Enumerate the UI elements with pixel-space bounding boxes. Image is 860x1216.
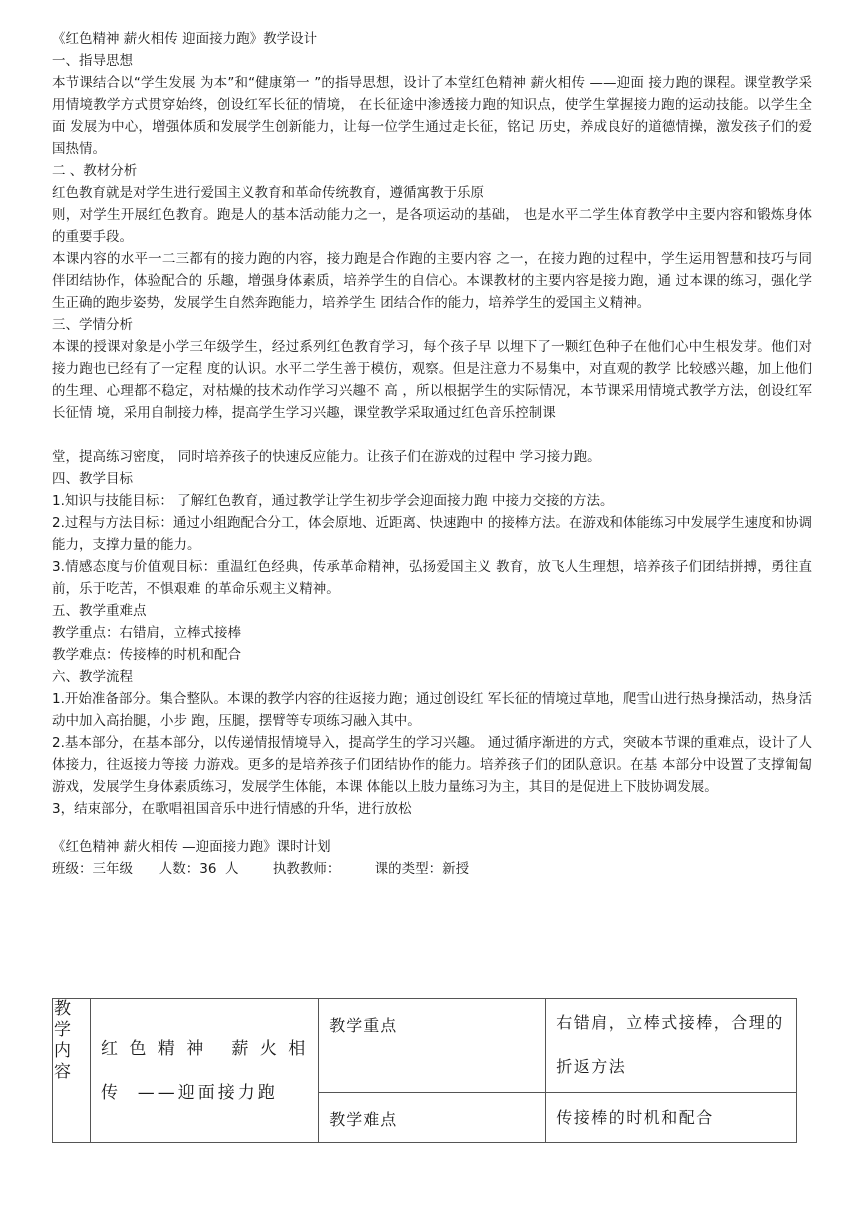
section-heading-teaching-process: 六、教学流程	[52, 669, 133, 685]
paragraph-material-analysis-3: 本课内容的水平一二三都有的接力跑的内容，接力跑是合作跑的主要内容 之一，在接力跑的过程中，学生运用智慧和技巧与同伴团结协作，体验配合的 乐趣，增强身体素质，培养学生的自信心。本课教材的主要内容是接力跑，通 过本课的练习，强化学生正确的跑步姿势，发展学生自然奔跑能力，培养学生 团结合作的能力，培养学生的爱国主义精神。	[52, 251, 812, 311]
table-row	[53, 999, 797, 1093]
process-item-main: 2.基本部分，在基本部分，以传递情报情境导入，提高学生的学习兴趣。 通过循序渐进的方式，突破本节课的重难点，设计了人体接力，往返接力等接 力游戏。更多的是培养孩子们团结协作的能力。培养孩子们的团队意识。在基 本部分中设置了支撑匍匐游戏，发展学生身体素质练习，发展学生体能，本课 体能以上肢力量练习为主，其目的是促进上下肢协调发展。	[52, 735, 812, 795]
key-point-item: 教学重点：右错肩，立棒式接棒	[52, 625, 241, 641]
teaching-content-line-1: 红 色 精 神 薪 火 相	[101, 1038, 309, 1059]
goal-item-emotion: 3.情感态度与价值观目标：重温红色经典，传承革命精神，弘扬爱国主义 教育，放飞人生理想，培养孩子们团结拼搏，勇往直前，乐于吃苦，不惧艰难 的革命乐观主义精神。	[52, 559, 812, 597]
row-header-char: 内	[54, 1041, 71, 1061]
row-header-char: 学	[54, 1020, 71, 1040]
document-body	[52, 28, 812, 880]
goal-item-process: 2.过程与方法目标：通过小组跑配合分工，体会原地、近距离、快速跑中 的接棒方法。在游戏和体能练习中发展学生速度和协调能力，支撑力量的能力。	[52, 515, 812, 553]
paragraph-guiding-ideology: 本节课结合以“学生发展 为本”和“健康第一 ”的指导思想，设计了本堂红色精神 薪火相传 ——迎面 接力跑的课程。课堂教学采用情境教学方式贯穿始终，创设红军长征的情境， 在长征途中渗透接力跑的知识点，使学生掌握接力跑的运动技能。以学生全面 发展为中心，增强体质和发展学生创新能力，让每一位学生通过走长征，铭记 历史，养成良好的道德情操，激发孩子们的爱国热情。	[52, 75, 812, 157]
lesson-plan-meta: 班级：三年级 人数：36 人 执教教师： 课的类型：新授	[52, 861, 470, 877]
teaching-content-cell	[91, 999, 319, 1143]
teaching-content-line-2: 传 ——迎面接力跑	[101, 1082, 278, 1103]
lesson-plan-title: 《红色精神 薪火相传 —迎面接力跑》课时计划	[52, 839, 331, 855]
paragraph-material-analysis-1: 红色教育就是对学生进行爱国主义教育和革命传统教育，遵循寓教于乐原	[52, 185, 484, 201]
row-header-char: 教	[54, 999, 71, 1019]
lesson-plan-table	[52, 998, 797, 1143]
process-item-warmup: 1.开始准备部分。集合整队。本课的教学内容的往返接力跑；通过创设红 军长征的情境过草地，爬雪山进行热身操活动，热身活动中加入高抬腿，小步 跑，压腿，摆臂等专项练习融入其中。	[52, 691, 812, 729]
key-point-label: 教学重点	[319, 999, 546, 1093]
row-header-char: 容	[54, 1062, 71, 1082]
paragraph-student-analysis-1: 本课的授课对象是小学三年级学生，经过系列红色教育学习，每个孩子早 以埋下了一颗红色种子在他们心中生根发芽。他们对接力跑也已经有了一定程 度的认识。水平二学生善于模仿，观察。但是注意力不易集中，对直观的教学 比较感兴趣，加上他们的生理、心理都不稳定，对枯燥的技术动作学习兴趣不 高 ，所以根据学生的实际情况，本节课采用情境式教学方法，创设红军长征情 境，采用自制接力棒，提高学生学习兴趣，课堂教学采取通过红色音乐控制课	[52, 339, 812, 421]
section-heading-guiding-ideology: 一、指导思想	[52, 53, 133, 69]
process-item-ending: 3，结束部分，在歌唱祖国音乐中进行情感的升华，进行放松	[52, 801, 412, 817]
difficult-point-label: 教学难点	[319, 1093, 546, 1143]
difficult-point-value: 传接棒的时机和配合	[546, 1093, 797, 1143]
key-point-value: 右错肩，立棒式接棒，合理的折返方法	[546, 999, 797, 1093]
section-heading-key-points: 五、教学重难点	[52, 603, 147, 619]
page-gap	[52, 424, 812, 446]
paragraph-material-analysis-2: 则，对学生开展红色教育。跑是人的基本活动能力之一，是各项运动的基础， 也是水平二学生体育教学中主要内容和锻炼身体的重要手段。	[52, 207, 812, 245]
section-heading-material-analysis: 二 、教材分析	[52, 163, 138, 179]
row-header-teaching-content	[53, 999, 91, 1143]
document-title: 《红色精神 薪火相传 迎面接力跑》教学设计	[52, 31, 318, 47]
section-heading-teaching-goals: 四、教学目标	[52, 471, 133, 487]
goal-item-knowledge: 1.知识与技能目标： 了解红色教育，通过教学让学生初步学会迎面接力跑 中接力交接的方法。	[52, 493, 614, 509]
section-heading-student-analysis: 三、学情分析	[52, 317, 133, 333]
difficult-point-item: 教学难点：传接棒的时机和配合	[52, 647, 241, 663]
paragraph-student-analysis-2: 堂，提高练习密度， 同时培养孩子的快速反应能力。让孩子们在游戏的过程中 学习接力跑。	[52, 449, 601, 465]
